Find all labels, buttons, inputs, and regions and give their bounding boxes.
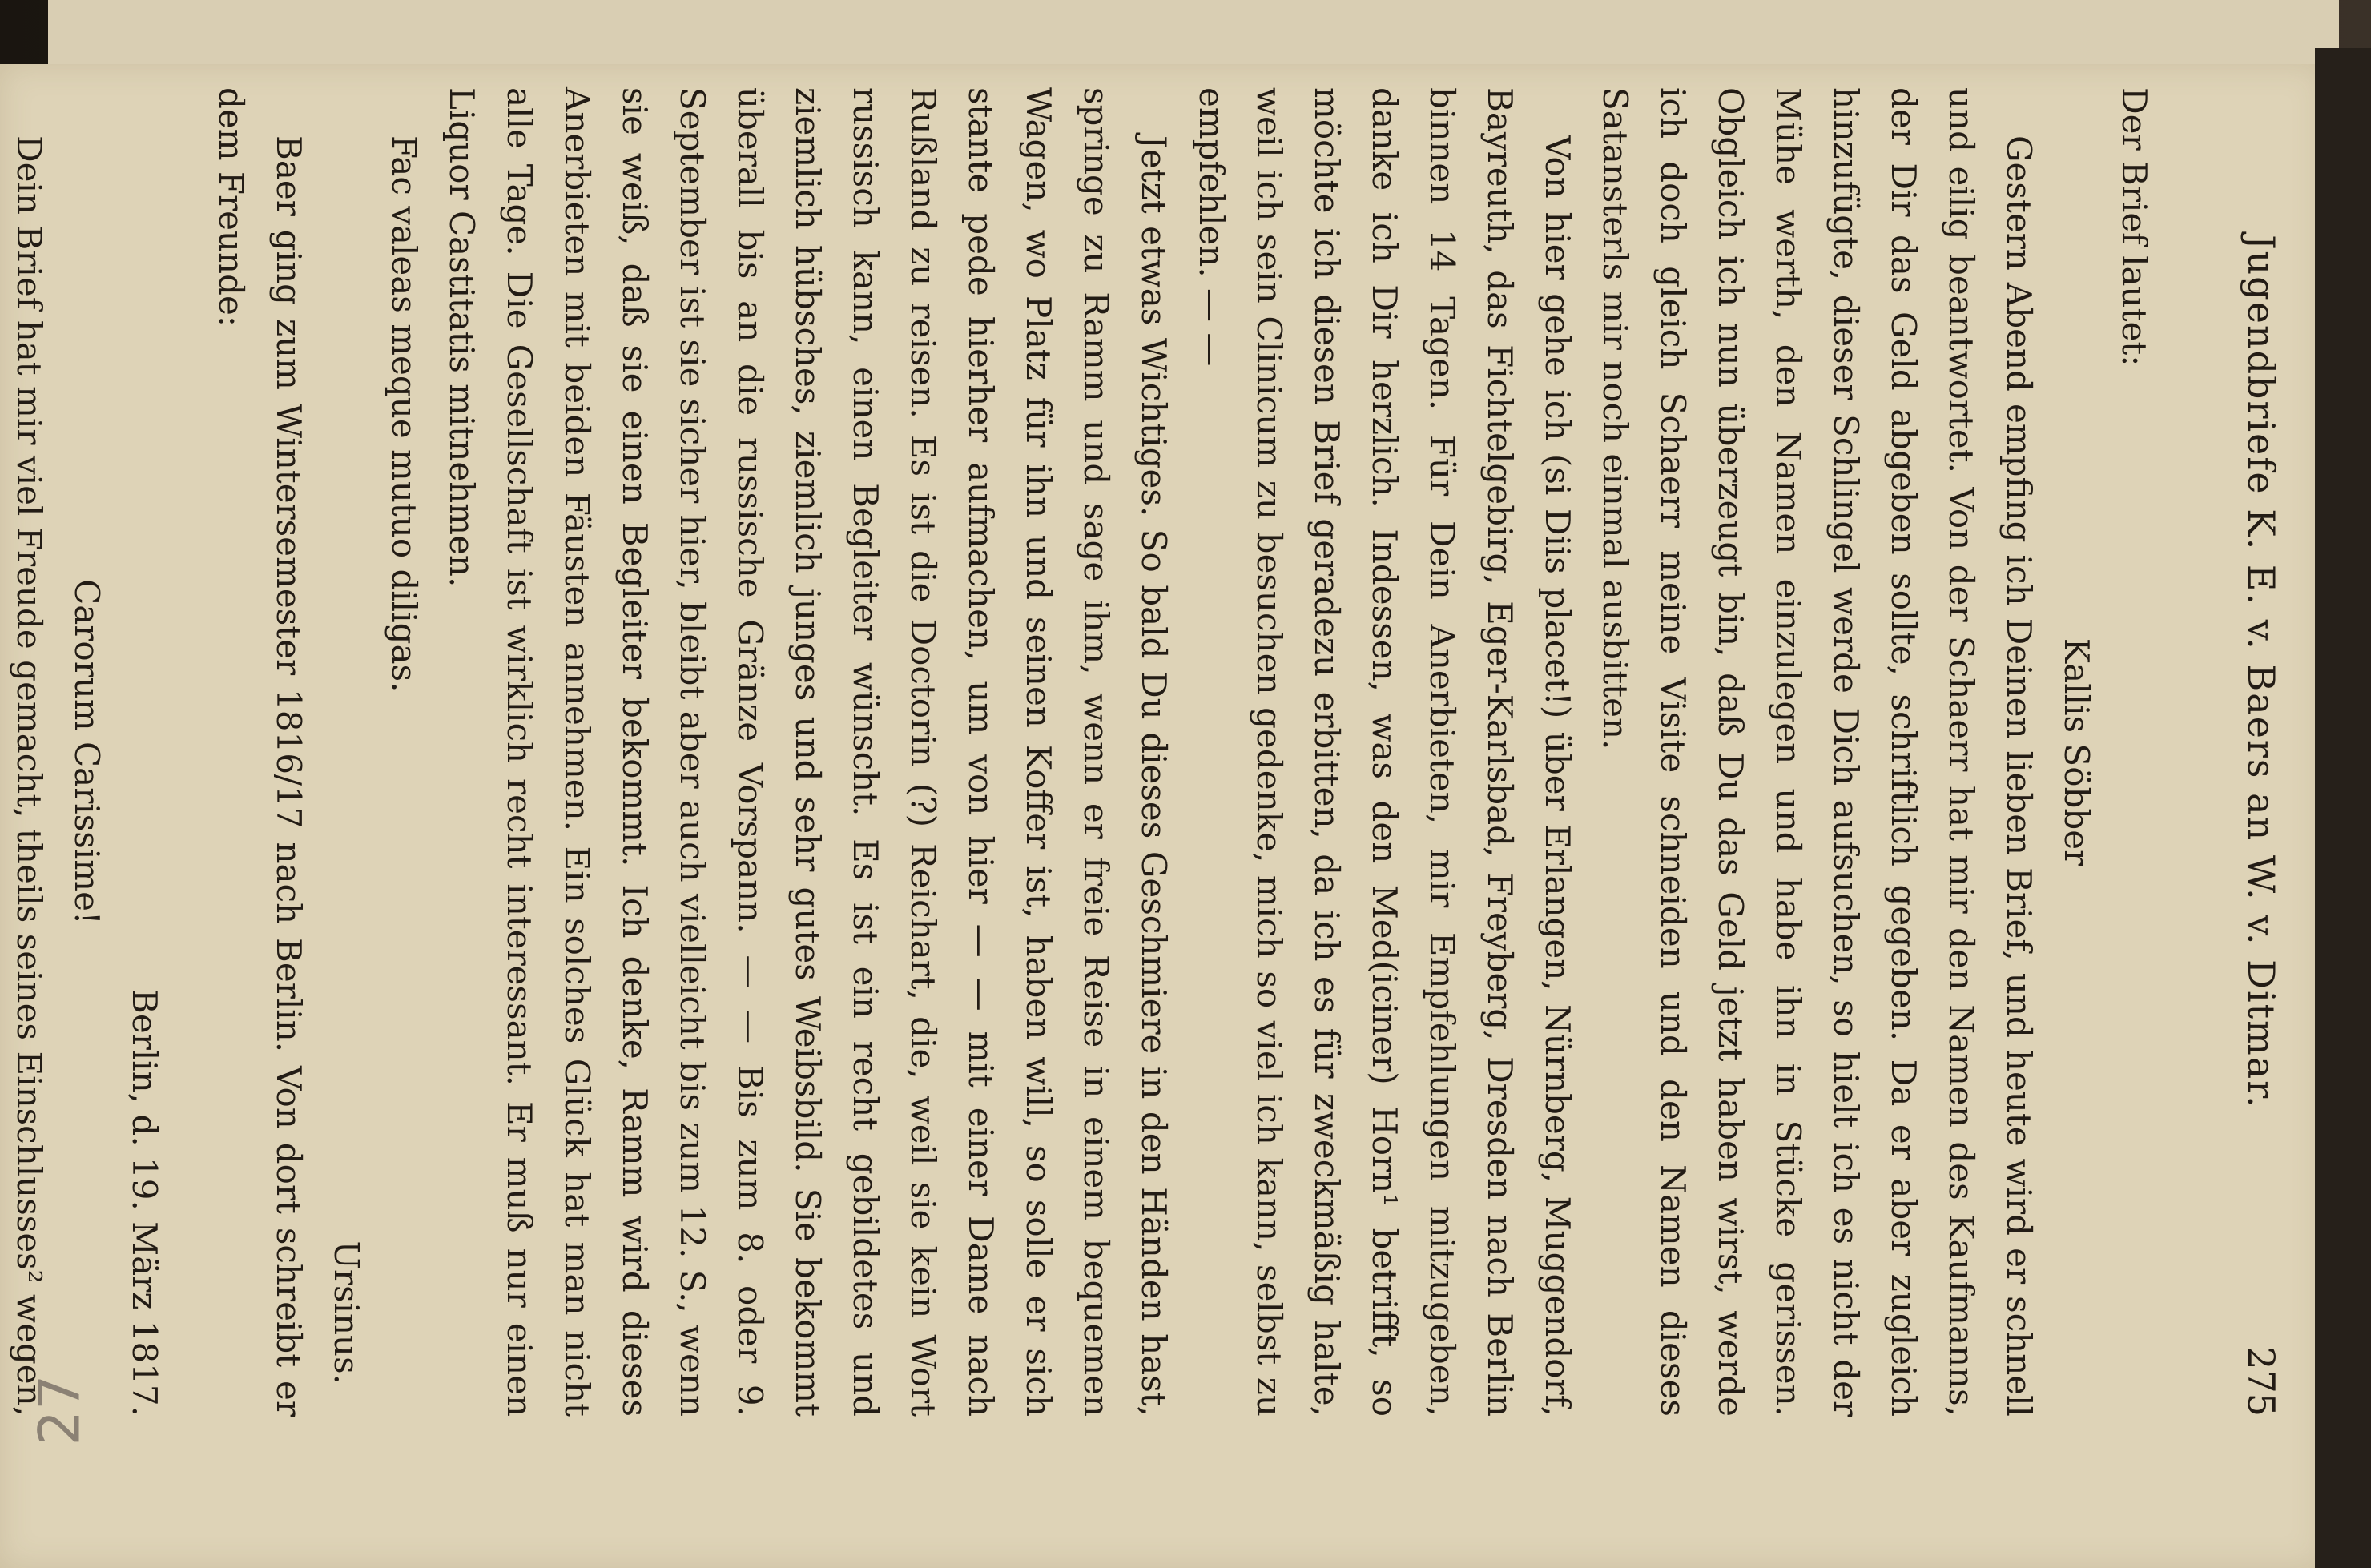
page-header: [2227, 87, 2283, 1417]
facing-page-edge: [48, 0, 2339, 74]
spacer: [173, 87, 202, 1417]
letter-salutation: Carorum Carissime!: [67, 579, 107, 925]
running-head: Jugendbriefe K. E. v. Baers an W. v. Ditmar.: [2240, 235, 2283, 1109]
closing-line: Fac valeas meque mutuo diligas.: [384, 135, 424, 693]
page-edge-shadow: [2315, 48, 2371, 1568]
paragraph: Gestern Abend empfing ich Deinen lieben Brief, und heute wird er schnell und eilig beantwortet. Von der Schaerr hat mir den Namen des Kaufmanns, der Dir das Geld abgeben sollte, schriftlich gegeben. Da er aber zugleich hinzufügte, dieser Schlingel werde Dich aufsuchen, so hielt ich es nicht der Mühe werth, den Namen einzulegen und habe ihn in Stücke gerissen. Obgleich ich nun überzeugt bin, daß Du das Geld jetzt haben wirst, werde ich doch gleich Schaerr meine Visite schneiden und den Namen dieses Satansterls mir noch einmal ausbitten.: [1596, 87, 2039, 1417]
page-content: [10, 87, 2283, 1417]
paragraph: Von hier gehe ich (si Diis placet!) über Erlangen, Nürnberg, Muggendorf, Bayreuth, das Fichtelgebirg, Eger-Karlsbad, Freyberg, Dresden nach Berlin binnen 14 Tagen. Für Dein Anerbieten, mir Empfehlungen mitzugeben, danke ich Dir herzlich. Indessen, was den Med(iciner) Horn¹ betrifft, so möchte ich diesen Brief geradezu erbitten, da ich es für zweckmäßig halte, weil ich sein Clinicum zu besuchen gedenke, mich so viel ich kann, selbst zu empfehlen. — —: [1192, 87, 1577, 1417]
paragraph: Dein Brief hat mir viel Freude gemacht, theils seines Einschlusses² wegen,: [10, 135, 49, 1417]
dateline: Berlin, d. 19. März 1817.: [125, 989, 164, 1417]
page-number: 275: [2240, 1346, 2283, 1417]
pencil-page-mark: 27: [26, 1374, 93, 1446]
letter-salutation: Kallis Söbber: [2057, 637, 2096, 866]
signature: Ursinus.: [327, 1240, 366, 1385]
paragraph: Jetzt etwas Wichtiges. So bald Du dieses Geschmiere in den Händen hast, springe zu Ramm und sage ihm, wenn er freie Reise in einem bequemen Wagen, wo Platz für ihn und seinen Koffer ist, haben will, so solle er sich stante pede hierher aufmachen, um von hier — — mit einer Dame nach Rußland zu reisen. Es ist die Doctorin (?) Reichart, die, weil sie kein Wort russisch kann, einen Begleiter wünscht. Es ist ein recht gebildetes und ziemlich hübsches, ziemlich junges und sehr gutes Weibsbild. Sie bekommt überall bis an die russische Gränze Vorspann. — — Bis zum 8. oder 9. September ist sie sicher hier, bleibt aber auch vielleicht bis zum 12. S., wenn sie weiß, daß sie einen Begleiter bekommt. Ich denke, Ramm wird dieses Anerbieten mit beiden Fäusten annehmen. Ein solches Glück hat man nicht alle Tage. Die Gesellschaft ist wirklich recht interessant. Er muß nur einen Liquor Castitatis mitnehmen.: [442, 87, 1173, 1417]
body-text: [0, 87, 2163, 1417]
intro-line: Der Brief lautet:: [2115, 87, 2154, 367]
paragraph: Baer ging zum Wintersemester 1816/17 nach Berlin. Von dort schreibt er dem Freunde:: [211, 87, 308, 1417]
